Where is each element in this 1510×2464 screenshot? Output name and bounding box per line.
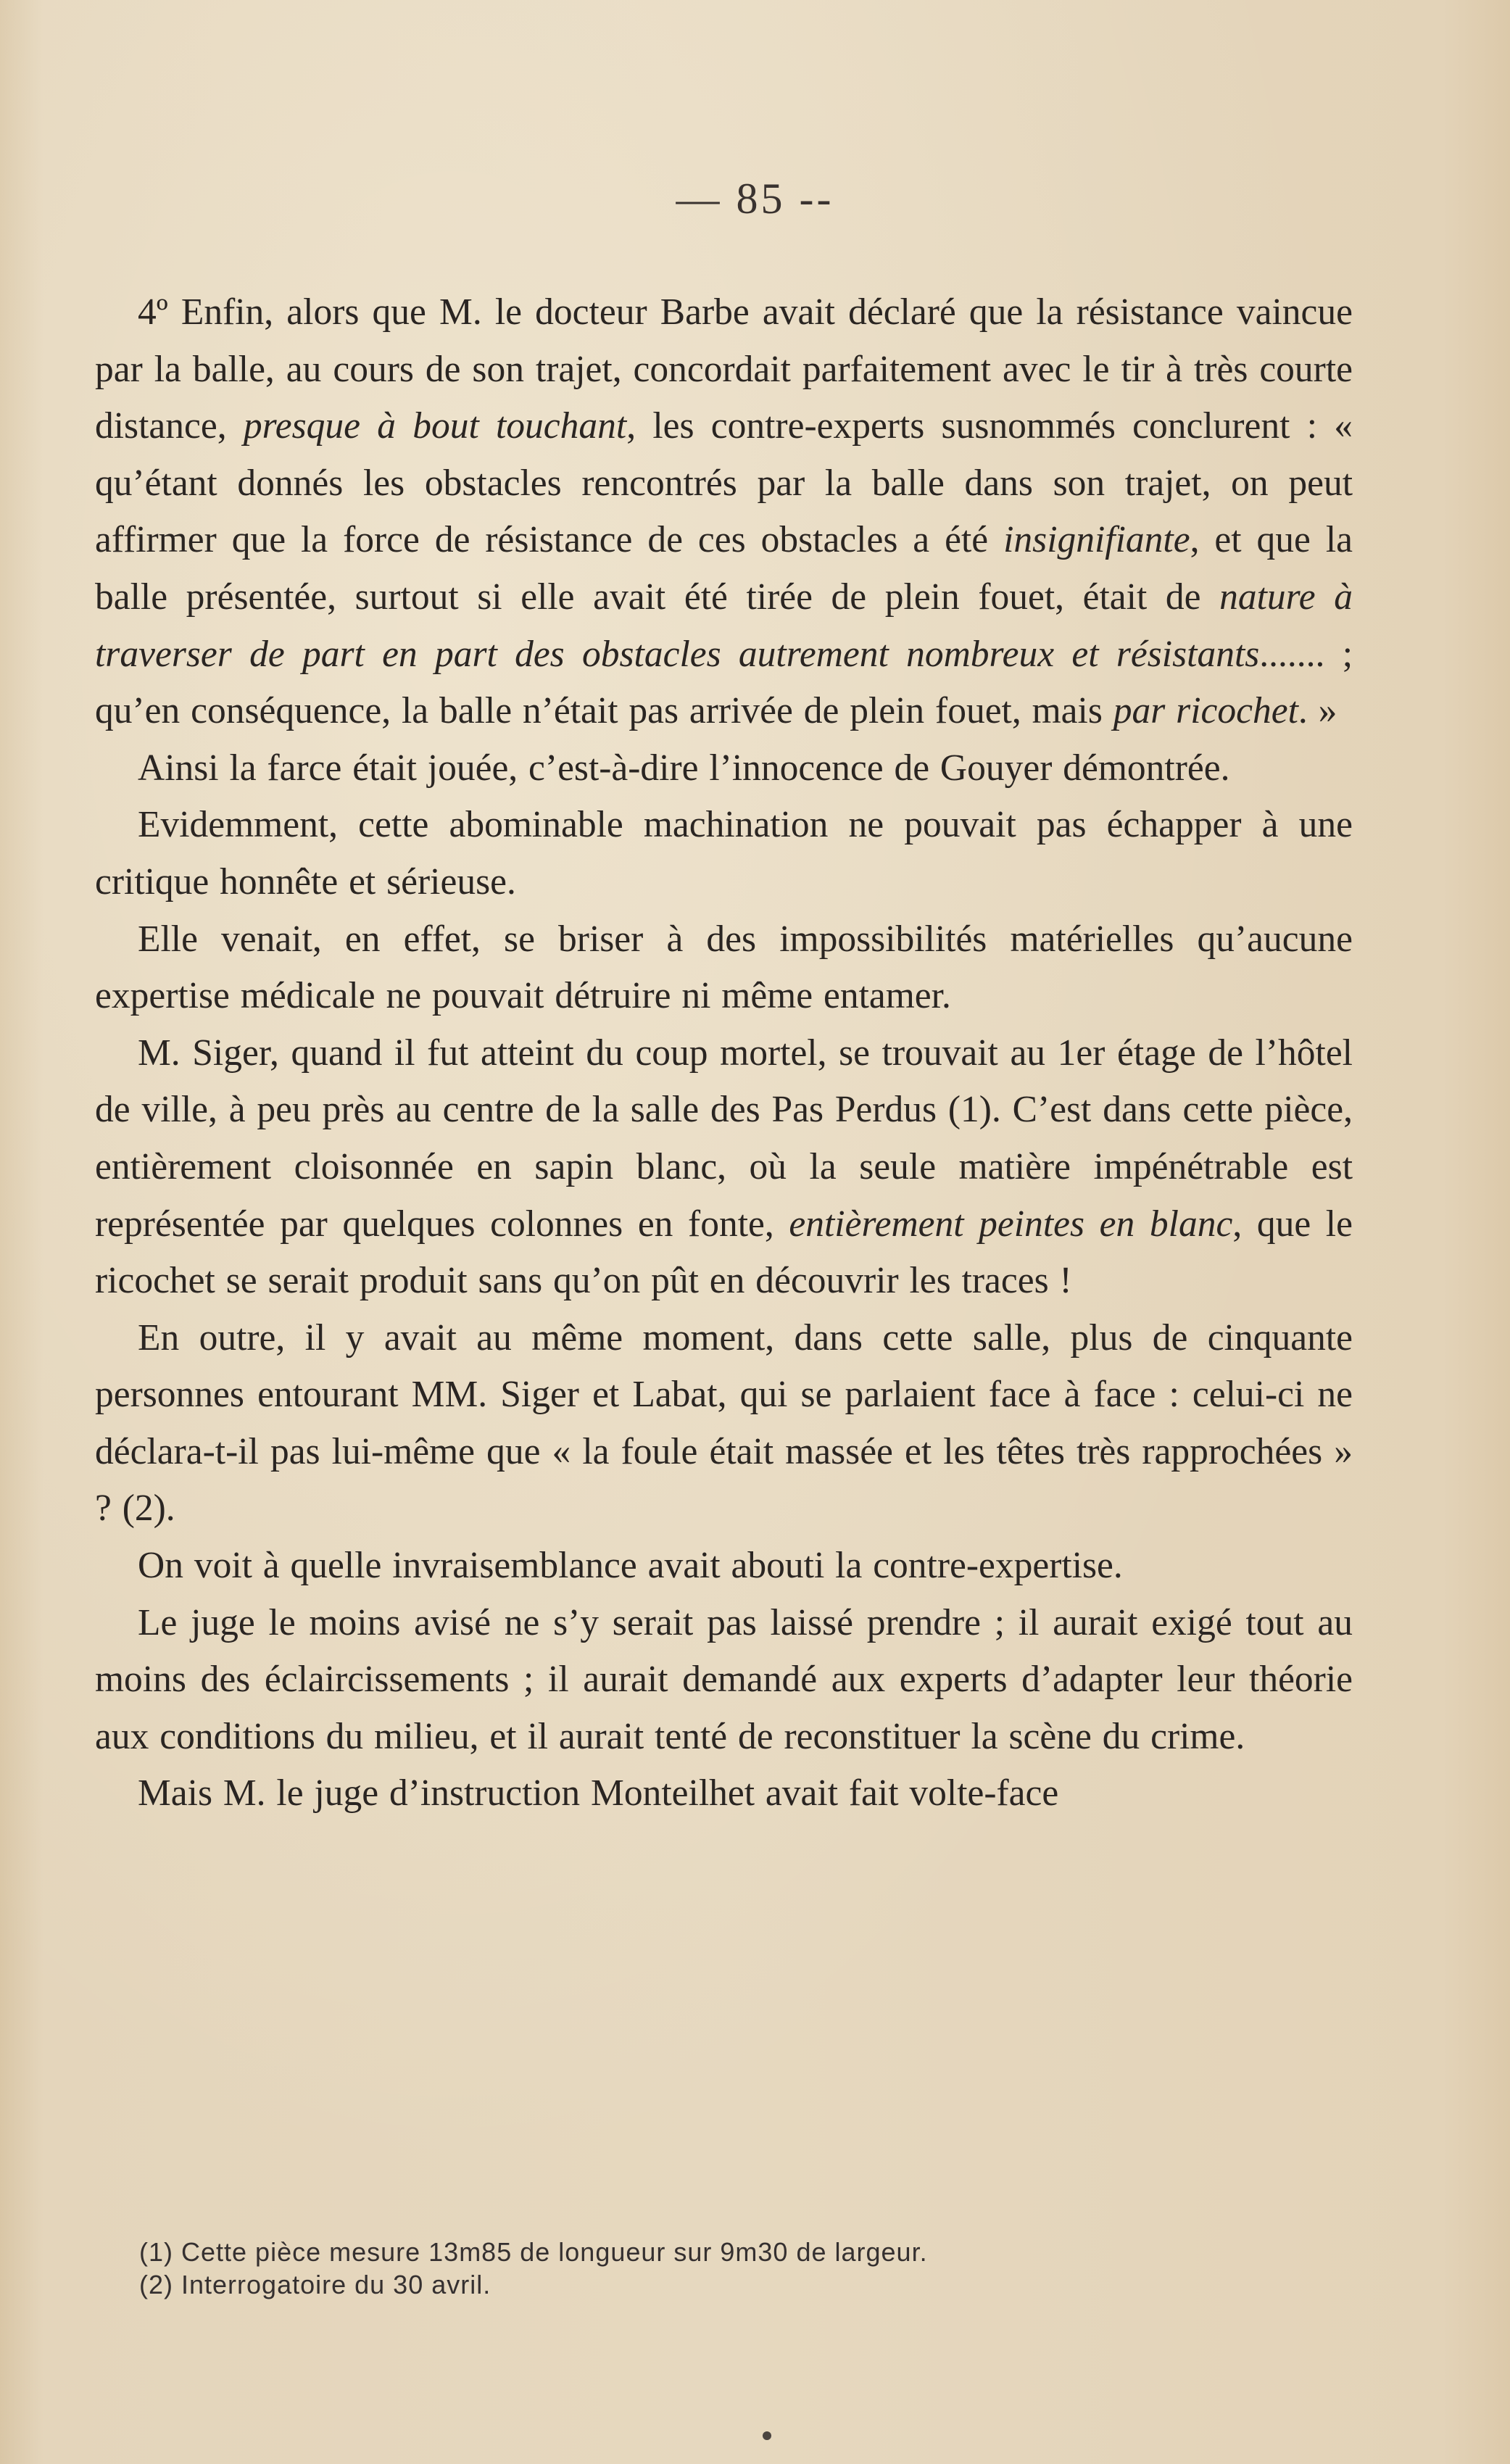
text-run: Mais M. le juge d’instruction Monteilhet avait fait volte-face bbox=[138, 1772, 1059, 1814]
italic-text: nature à traverser de part en part des obstacles autrement nombreux et résistants bbox=[95, 576, 1353, 675]
footnote: (2) Interrogatoire du 30 avril. bbox=[139, 2270, 491, 2299]
paragraph bbox=[95, 1595, 1353, 1766]
text-run: , les contre-experts susnommés conclurent : « qu’étant donnés les obstacles rencontrés par la balle dans son trajet, on peut affirmer que la force de résistance de ces obstacles a été bbox=[95, 405, 1353, 561]
paragraph bbox=[95, 911, 1353, 1025]
italic-text: insignifiante bbox=[1003, 519, 1190, 561]
footnote: (1) Cette pièce mesure 13m85 de longueur sur 9m30 de largeur. bbox=[139, 2237, 928, 2267]
paragraph bbox=[95, 740, 1353, 797]
paragraph bbox=[95, 797, 1353, 910]
text-run: . » bbox=[1298, 690, 1337, 732]
text-run: ....... ; qu’en conséquence, la balle n’était pas arrivée de plein fouet, mais bbox=[95, 633, 1353, 732]
text-run: M. Siger, quand il fut atteint du coup mortel, se trouvait au 1er étage de l’hôtel de ville, à peu près au centre de la salle des Pas Perdus (1). C’est dans cette pièce, entièrement cloisonnée en sapin blanc, où la seule matière impénétrable est représentée par quelques colonnes en fonte, bbox=[95, 1032, 1353, 1245]
paragraph bbox=[95, 1025, 1353, 1310]
footnotes bbox=[139, 2236, 1357, 2301]
text-run: Elle venait, en effet, se briser à des impossibilités matérielles qu’aucune expertise médicale ne pouvait détruire ni même entamer. bbox=[95, 918, 1353, 1017]
paragraph bbox=[95, 1310, 1353, 1538]
italic-text: entièrement peintes en blanc bbox=[789, 1203, 1233, 1245]
paragraph bbox=[95, 284, 1353, 740]
text-run: Le juge le moins avisé ne s’y serait pas laissé prendre ; il aurait exigé tout au moins des éclaircissements ; il aurait demandé aux experts d’adapter leur théorie aux conditions du milieu, et il aurait tenté de reconstituer la scène du crime. bbox=[95, 1601, 1353, 1757]
page-number: — 85 -- bbox=[676, 175, 834, 223]
italic-text: presque à bout touchant bbox=[243, 405, 627, 447]
paragraph bbox=[95, 1538, 1353, 1595]
text-run: En outre, il y avait au même moment, dans cette salle, plus de cinquante personnes entourant MM. Siger et Labat, qui se parlaient face à face : celui-ci ne déclara-t-il pas lui-même que « la foule était massée et les têtes très rapprochées » ? (2). bbox=[95, 1316, 1353, 1530]
paper-speck bbox=[763, 2431, 771, 2440]
text-run: On voit à quelle invraisemblance avait abouti la contre-expertise. bbox=[138, 1545, 1123, 1587]
text-run: Ainsi la farce était jouée, c’est-à-dire l’innocence de Gouyer démontrée. bbox=[138, 747, 1230, 789]
text-run: , que le ricochet se serait produit sans qu’on pût en découvrir les traces ! bbox=[95, 1203, 1353, 1302]
text-run: Evidemment, cette abominable machination ne pouvait pas échapper à une critique honnête et sérieuse. bbox=[95, 804, 1353, 903]
text-run: 4º Enfin, alors que M. le docteur Barbe avait déclaré que la résistance vaincue par la balle, au cours de son trajet, concordait parfaitement avec le tir à très courte distance, bbox=[95, 291, 1353, 447]
italic-text: par ricochet bbox=[1113, 690, 1298, 732]
text-run: , et que la balle présentée, surtout si elle avait été tirée de plein fouet, était de bbox=[95, 519, 1353, 618]
body-text bbox=[95, 284, 1353, 1822]
paragraph bbox=[95, 1765, 1353, 1822]
